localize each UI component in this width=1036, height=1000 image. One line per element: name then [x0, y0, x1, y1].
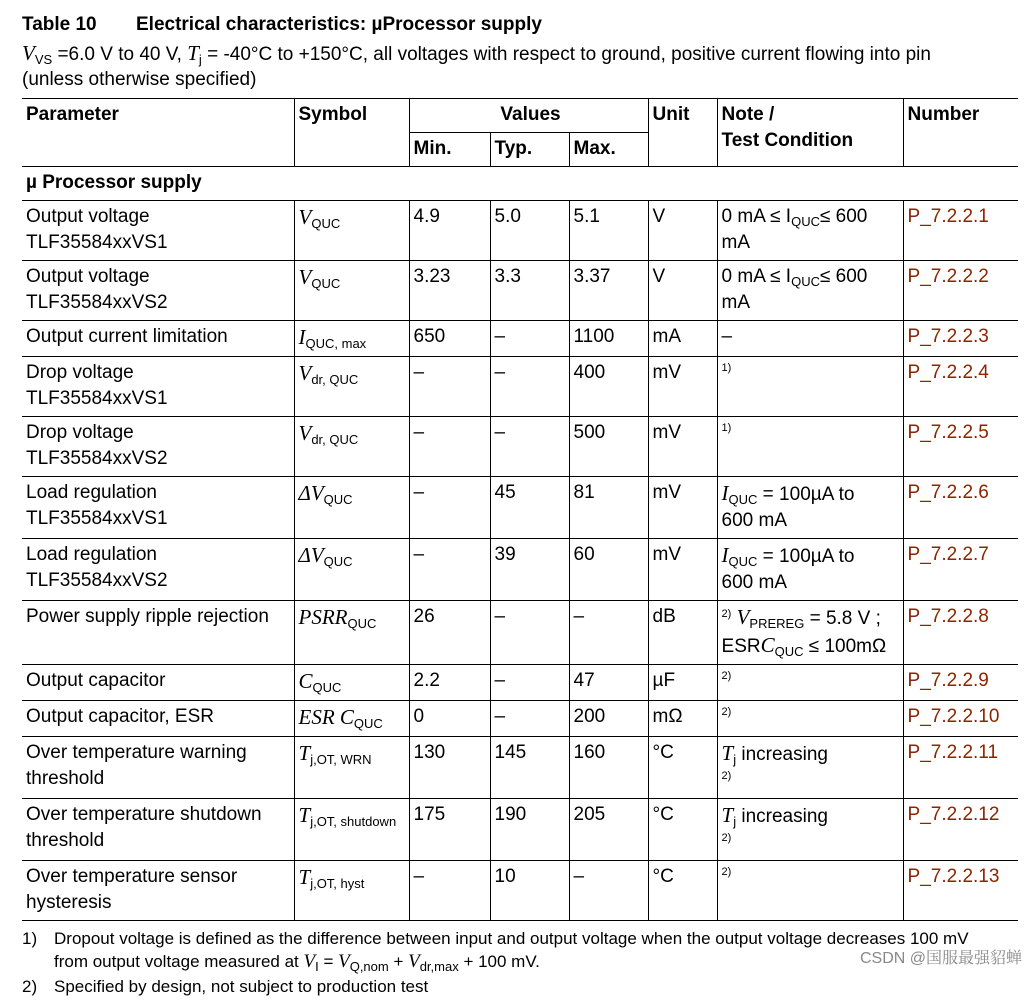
cell-max: 81 — [569, 477, 648, 539]
cell-unit: °C — [648, 861, 717, 921]
cell-max: 1100 — [569, 321, 648, 357]
table-row — [22, 201, 1018, 261]
cell-symbol: $V_{QUC}$ — [294, 261, 409, 321]
cell-max: 400 — [569, 357, 648, 417]
cell-symbol: $PSRR_{QUC}$ — [294, 601, 409, 665]
header-symbol: Symbol — [294, 99, 409, 167]
cell-min: – — [409, 417, 490, 477]
cell-typ: 39 — [490, 539, 569, 601]
cell-unit: µF — [648, 665, 717, 701]
footnote-2: 2) Specified by design, not subject to production test — [22, 977, 429, 996]
cell-note: 0 mA ≤ $I_{QUC}\le 600$ mA — [717, 201, 903, 261]
cell-unit: °C — [648, 737, 717, 799]
cell-number: P_7.2.2.3 — [903, 321, 1018, 357]
cell-min: 2.2 — [409, 665, 490, 701]
cell-unit: mV — [648, 539, 717, 601]
cell-typ: – — [490, 701, 569, 737]
cell-symbol: $T_{j,OT, WRN}$ — [294, 737, 409, 799]
cell-min: 0 — [409, 701, 490, 737]
cell-min: 26 — [409, 601, 490, 665]
cell-note: $T_j$ increasing $^{2)}$ — [717, 737, 903, 799]
cell-typ: 3.3 — [490, 261, 569, 321]
cell-min: 4.9 — [409, 201, 490, 261]
cell-symbol: $T_{j,OT, hyst}$ — [294, 861, 409, 921]
section-title: µ Processor supply — [22, 167, 1018, 201]
cell-min: 175 — [409, 799, 490, 861]
header-min: Min. — [409, 133, 490, 167]
cell-parameter: Drop voltage TLF35584xxVS1 — [22, 357, 294, 417]
footnote-1: 1) Dropout voltage is defined as the difference between input and output voltage when the output voltage decreases 100 mV from output voltage measured at $V_I = V_{Q,nom} + V_{dr,max} + 100$ mV. — [22, 929, 969, 974]
cell-note: 2) — [717, 701, 903, 737]
cell-parameter: Output voltage TLF35584xxVS1 — [22, 201, 294, 261]
cell-symbol: $V_{QUC}$ — [294, 201, 409, 261]
cell-unit: V — [648, 201, 717, 261]
cell-number: P_7.2.2.10 — [903, 701, 1018, 737]
cell-note: $I_{QUC} = 100\mu A$ to 600 mA — [717, 477, 903, 539]
table-header — [22, 99, 1018, 167]
cell-min: – — [409, 477, 490, 539]
header-number: Number — [903, 99, 1018, 167]
cell-min: 3.23 — [409, 261, 490, 321]
cell-number: P_7.2.2.7 — [903, 539, 1018, 601]
watermark: CSDN @国服最强貂蝉 — [859, 950, 1022, 967]
header-unit: Unit — [648, 99, 717, 167]
table-row — [22, 357, 1018, 417]
cell-note: $^{2)}$ $V_{PREREG} = 5.8$ V ; $ESRC_{QUC} \le 100m\Omega$ — [717, 601, 903, 665]
cell-note: 1) — [717, 357, 903, 417]
table-row — [22, 701, 1018, 737]
cell-parameter: Output capacitor — [22, 665, 294, 701]
cell-note: $I_{QUC} = 100\mu A$ to 600 mA — [717, 539, 903, 601]
header-typ: Typ. — [490, 133, 569, 167]
cell-note: $T_j$ increasing $^{2)}$ — [717, 799, 903, 861]
conditions-text: $V_{VS} =6.0$ V to 40 V, $T_j = -40^\circ C$ to +150°C, all voltages with respect to ground, positive current flowing into pin (unless otherwise specified) — [22, 41, 931, 90]
header-values: Values — [409, 99, 648, 133]
cell-number: P_7.2.2.9 — [903, 665, 1018, 701]
cell-unit: mV — [648, 357, 717, 417]
cell-parameter: Over temperature sensor hysteresis — [22, 861, 294, 921]
table-row — [22, 417, 1018, 477]
cell-number: P_7.2.2.6 — [903, 477, 1018, 539]
cell-unit: mΩ — [648, 701, 717, 737]
cell-typ: – — [490, 601, 569, 665]
cell-max: 5.1 — [569, 201, 648, 261]
cell-typ: 10 — [490, 861, 569, 921]
cell-typ: – — [490, 417, 569, 477]
cell-max: 3.37 — [569, 261, 648, 321]
cell-unit: °C — [648, 799, 717, 861]
cell-typ: 45 — [490, 477, 569, 539]
cell-number: P_7.2.2.2 — [903, 261, 1018, 321]
cell-max: 200 — [569, 701, 648, 737]
cell-parameter: Output current limitation — [22, 321, 294, 357]
cell-symbol: $\Delta V_{QUC}$ — [294, 539, 409, 601]
cell-unit: dB — [648, 601, 717, 665]
cell-parameter: Over temperature warning threshold — [22, 737, 294, 799]
cell-min: – — [409, 357, 490, 417]
table-title — [22, 10, 1018, 40]
cell-max: 500 — [569, 417, 648, 477]
cell-unit: V — [648, 261, 717, 321]
cell-max: – — [569, 861, 648, 921]
cell-note: 1) — [717, 417, 903, 477]
cell-typ: – — [490, 321, 569, 357]
cell-parameter: Load regulation TLF35584xxVS2 — [22, 539, 294, 601]
cell-number: P_7.2.2.1 — [903, 201, 1018, 261]
document-page — [22, 10, 1018, 1000]
cell-parameter: Power supply ripple rejection — [22, 601, 294, 665]
cell-number: P_7.2.2.12 — [903, 799, 1018, 861]
table-row — [22, 539, 1018, 601]
table-row — [22, 601, 1018, 665]
cell-typ: – — [490, 357, 569, 417]
cell-parameter: Output voltage TLF35584xxVS2 — [22, 261, 294, 321]
cell-symbol: $C_{QUC}$ — [294, 665, 409, 701]
cell-note: – — [717, 321, 903, 357]
cell-symbol: $T_{j,OT, shutdown}$ — [294, 799, 409, 861]
cell-parameter: Output capacitor, ESR — [22, 701, 294, 737]
cell-note: 2) — [717, 665, 903, 701]
cell-typ: 190 — [490, 799, 569, 861]
cell-unit: mV — [648, 477, 717, 539]
cell-min: – — [409, 539, 490, 601]
header-parameter: Parameter — [22, 99, 294, 167]
table-number: Table 10 — [22, 14, 97, 35]
cell-number: P_7.2.2.5 — [903, 417, 1018, 477]
header-max: Max. — [569, 133, 648, 167]
cell-typ: 145 — [490, 737, 569, 799]
cell-unit: mA — [648, 321, 717, 357]
table-row — [22, 665, 1018, 701]
table-title-text: Electrical characteristics: µProcessor supply — [136, 14, 542, 35]
cell-typ: – — [490, 665, 569, 701]
cell-typ: 5.0 — [490, 201, 569, 261]
header-note: Note / Test Condition — [717, 99, 903, 167]
cell-max: 205 — [569, 799, 648, 861]
cell-symbol: $\Delta V_{QUC}$ — [294, 477, 409, 539]
cell-max: 160 — [569, 737, 648, 799]
table-row — [22, 737, 1018, 799]
cell-number: P_7.2.2.13 — [903, 861, 1018, 921]
cell-parameter: Over temperature shutdown threshold — [22, 799, 294, 861]
cell-symbol: $I_{QUC, max}$ — [294, 321, 409, 357]
cell-symbol: ESR $C_{QUC}$ — [294, 701, 409, 737]
cell-note: 0 mA ≤ $I_{QUC}\le 600$ mA — [717, 261, 903, 321]
table-body — [22, 167, 1018, 921]
table-row — [22, 261, 1018, 321]
cell-symbol: $V_{dr, QUC}$ — [294, 357, 409, 417]
cell-note: 2) — [717, 861, 903, 921]
cell-max: 47 — [569, 665, 648, 701]
cell-parameter: Drop voltage TLF35584xxVS2 — [22, 417, 294, 477]
table-row — [22, 477, 1018, 539]
cell-min: – — [409, 861, 490, 921]
cell-parameter: Load regulation TLF35584xxVS1 — [22, 477, 294, 539]
characteristics-table — [22, 98, 1018, 921]
table-row — [22, 861, 1018, 921]
cell-max: – — [569, 601, 648, 665]
cell-number: P_7.2.2.4 — [903, 357, 1018, 417]
cell-number: P_7.2.2.8 — [903, 601, 1018, 665]
table-row — [22, 321, 1018, 357]
table-row — [22, 799, 1018, 861]
cell-symbol: $V_{dr, QUC}$ — [294, 417, 409, 477]
cell-min: 130 — [409, 737, 490, 799]
cell-unit: mV — [648, 417, 717, 477]
section-row — [22, 167, 1018, 201]
cell-min: 650 — [409, 321, 490, 357]
cell-number: P_7.2.2.11 — [903, 737, 1018, 799]
cell-max: 60 — [569, 539, 648, 601]
